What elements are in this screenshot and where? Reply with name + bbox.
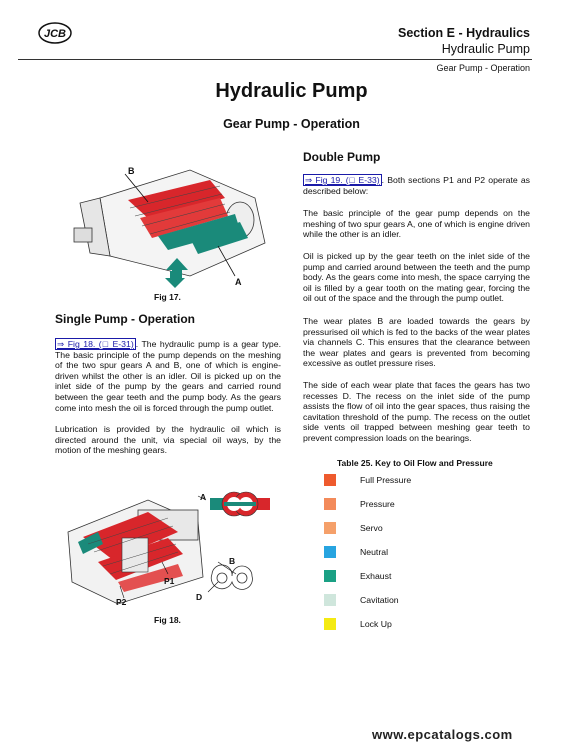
double-pump-paragraph-4: The wear plates B are loaded towards the gears by pressurised oil which is fed to the backs of the wear plates via channels C. This ensures that the clearance between the wear plates and gears is prevented from becoming excessive as outlet pressure rises. xyxy=(303,316,530,369)
fig18-caption: Fig 18. xyxy=(154,615,181,625)
jcb-logo xyxy=(38,22,72,44)
single-pump-paragraph-2: Lubrication is provided by the hydraulic oil which is directed around the unit, via special oil ways, by the motion of the meshing gears. xyxy=(55,424,281,456)
fig18-label-p2: P2 xyxy=(116,597,127,607)
single-pump-heading: Single Pump - Operation xyxy=(55,312,196,326)
double-pump-paragraph-2: The basic principle of the gear pump depends on the meshing of two spur gears A, one of which is engine driven while the other is an idler. xyxy=(303,208,530,240)
key-label: Neutral xyxy=(360,547,389,557)
key-label: Cavitation xyxy=(360,595,399,605)
double-pump-heading: Double Pump xyxy=(303,150,381,164)
fig18-label-a: A xyxy=(200,492,207,502)
fig18-link[interactable]: ⇒ Fig 18. (□ E-31) xyxy=(57,339,134,349)
fig17-label-a: A xyxy=(235,277,242,287)
key-row xyxy=(320,618,460,632)
fig18-pump-illustration xyxy=(58,482,276,612)
key-swatch xyxy=(324,498,336,510)
key-swatch xyxy=(324,594,336,606)
key-swatch xyxy=(324,522,336,534)
double-pump-paragraph-1-text: . Both sections P1 and P2 operate as described below: xyxy=(303,175,531,196)
key-label: Full Pressure xyxy=(360,475,412,485)
fig18-label-p1: P1 xyxy=(164,576,175,586)
single-pump-paragraph-1-text: . The hydraulic pump is a gear type. The basic principle of the pump depends on the meshing of the two spur gears A and B, one of which is engine-driven whilst the other is an idler. Oil is picked up on the inlet side of the pump by the gears and carried round between the gear teeth and the pump body. As the gears come into mesh the oil is forced through the pump outlet. xyxy=(55,339,281,413)
double-pump-paragraph-1 xyxy=(303,175,530,196)
key-swatch xyxy=(324,546,336,558)
key-row xyxy=(320,474,460,488)
header-subtitle: Gear Pump - Operation xyxy=(436,63,530,73)
key-label: Lock Up xyxy=(360,619,392,629)
key-row xyxy=(320,570,460,584)
single-pump-paragraph-1 xyxy=(55,339,281,413)
key-row xyxy=(320,594,460,608)
double-pump-paragraph-5: The side of each wear plate that faces the gears has two recesses D. The recess on the inlet side of the pump assists the flow of oil into the gear spaces, thus raising the cavitation threshold of the pump. The recess on the outlet side vents oil trapped between meshing gear teeth to prevent compression loads on the bearings. xyxy=(303,380,530,443)
key-row xyxy=(320,498,460,512)
key-swatch xyxy=(324,474,336,486)
fig17-label-b: B xyxy=(128,166,135,176)
page-title: Hydraulic Pump xyxy=(215,80,368,102)
key-label: Servo xyxy=(360,523,383,533)
double-pump-paragraph-3: Oil is picked up by the gear teeth on the inlet side of the pump and carried around between the teeth and the pump body. As the gears come into mesh, the space carrying the oil is filled by a gear tooth on the mating gear, forcing the oil out of the space and the through the pump outlet. xyxy=(303,251,530,304)
key-label: Pressure xyxy=(360,499,395,509)
header-section: Section E - Hydraulics xyxy=(398,26,530,40)
fig17-caption: Fig 17. xyxy=(154,292,181,302)
header-divider xyxy=(18,59,532,60)
key-label: Exhaust xyxy=(360,571,392,581)
fig18-label-d: D xyxy=(196,592,203,602)
key-row xyxy=(320,522,460,536)
header-title: Hydraulic Pump xyxy=(441,42,530,56)
fig17-pump-illustration xyxy=(70,158,285,290)
key-table-title: Table 25. Key to Oil Flow and Pressure xyxy=(337,458,493,468)
fig18-label-b: B xyxy=(229,556,236,566)
key-row xyxy=(320,546,460,560)
fig19-link[interactable]: ⇒ Fig 19. (□ E-33) xyxy=(305,175,380,185)
svg-text:JCB: JCB xyxy=(43,28,67,40)
watermark: www.epcatalogs.com xyxy=(372,727,513,742)
key-swatch xyxy=(324,618,336,630)
key-swatch xyxy=(324,570,336,582)
page-subtitle: Gear Pump - Operation xyxy=(223,117,360,131)
